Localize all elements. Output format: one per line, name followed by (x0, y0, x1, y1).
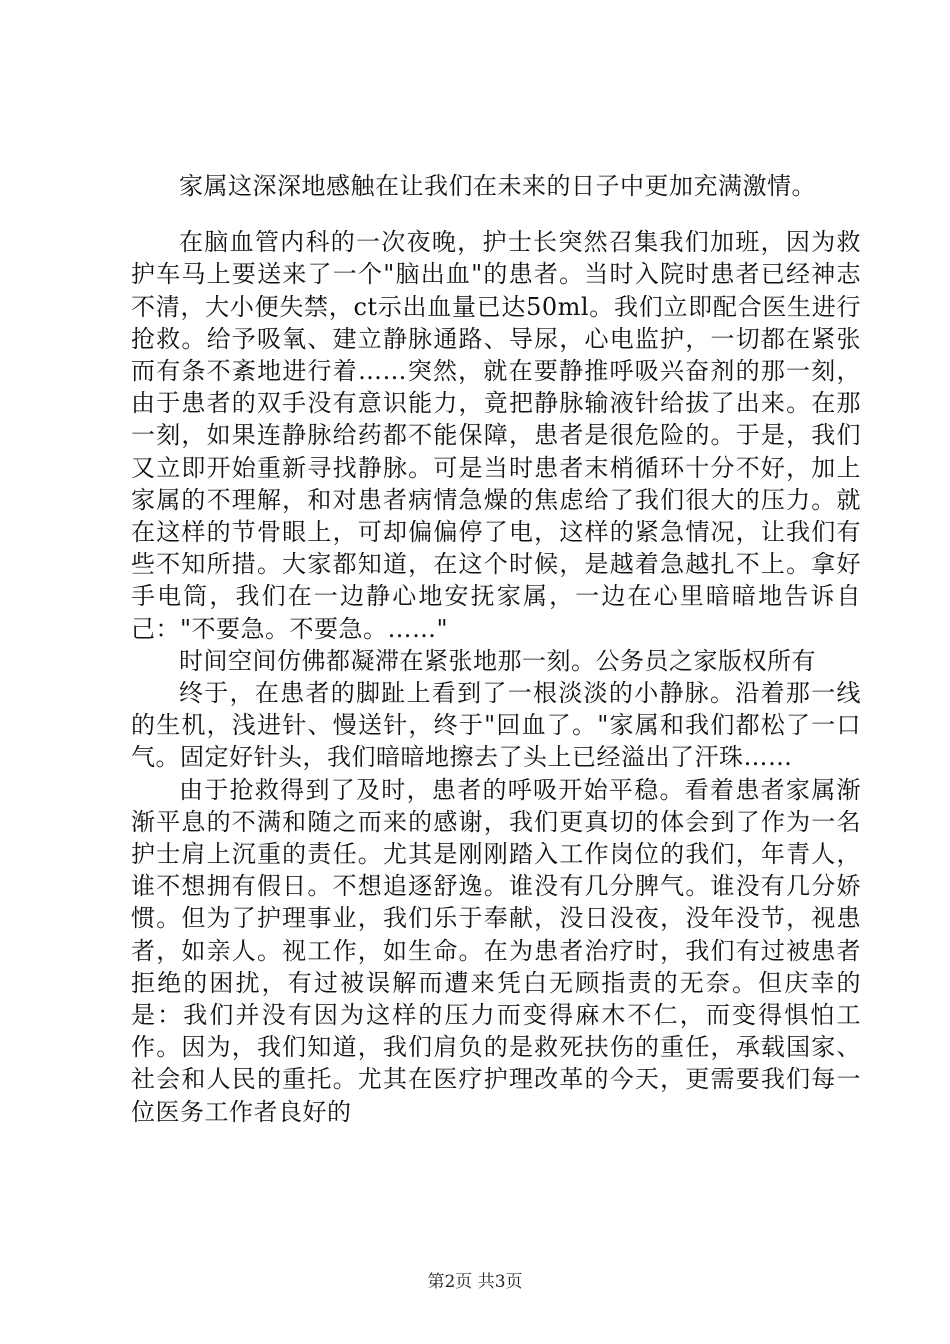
paragraph-time-frozen: 时间空间仿佛都凝滞在紧张地那一刻。公务员之家版权所有 (179, 646, 816, 675)
paragraph-reflection: 由于抢救得到了及时，患者的呼吸开始平稳。看着患者家属渐渐平息的不满和随之而来的感谢，我们更真切的体会到了作为一名护士肩上沉重的责任。尤其是刚刚踏入工作岗位的我们，年青人，谁不想拥有假日。不想追逐舒逸。谁没有几分脾气。谁没有几分娇惯。但为了护理事业，我们乐于奉献，没日没夜，没年没节，视患者，如亲人。视工作，如生命。在为患者治疗时，我们有过被患者拒绝的困扰，有过被误解而遭来凭白无顾指责的无奈。但庆幸的是：我们并没有因为这样的压力而变得麻木不仁，而变得惧怕工作。因为，我们知道，我们肩负的是救死扶伤的重任，承载国家、社会和人民的重托。尤其在医疗护理改革的今天，更需要我们每一位医务工作者良好的 (131, 775, 861, 1126)
paragraph-vein-found: 终于，在患者的脚趾上看到了一根淡淡的小静脉。沿着那一线的生机，浅进针、慢送针，终于"回血了。"家属和我们都松了一口气。固定好针头，我们暗暗地擦去了头上已经溢出了汗珠…… (131, 679, 861, 772)
document-body (131, 170, 861, 1128)
paragraph-intro: 家属这深深地感触在让我们在未来的日子中更加充满激情。 (179, 172, 816, 200)
paragraph-rescue-story: 在脑血管内科的一次夜晚，护士长突然召集我们加班，因为救护车马上要送来了一个"脑出血"的患者。当时入院时患者已经神志不清，大小便失禁，ct示出血量已达50ml。我们立即配合医生进行抢救。给予吸氧、建立静脉通路、导尿，心电监护，一切都在紧张而有条不紊地进行着……突然，就在要静推呼吸兴奋剂的那一刻，由于患者的双手没有意识能力，竟把静脉输液针给拔了出来。在那一刻，如果连静脉给药都不能保障，患者是很危险的。于是，我们又立即开始重新寻找静脉。可是当时患者末梢循环十分不好，加上家属的不理解，和对患者病情急燥的焦虑给了我们很大的压力。就在这样的节骨眼上，可却偏偏停了电，这样的紧急情况，让我们有些不知所措。大家都知道，在这个时候，是越着急越扎不上。拿好手电筒，我们在一边静心地安抚家属，一边在心里暗暗地告诉自己："不要急。不要急。……" (131, 228, 861, 643)
page-number-footer: 第2页 共3页 (427, 1272, 523, 1292)
